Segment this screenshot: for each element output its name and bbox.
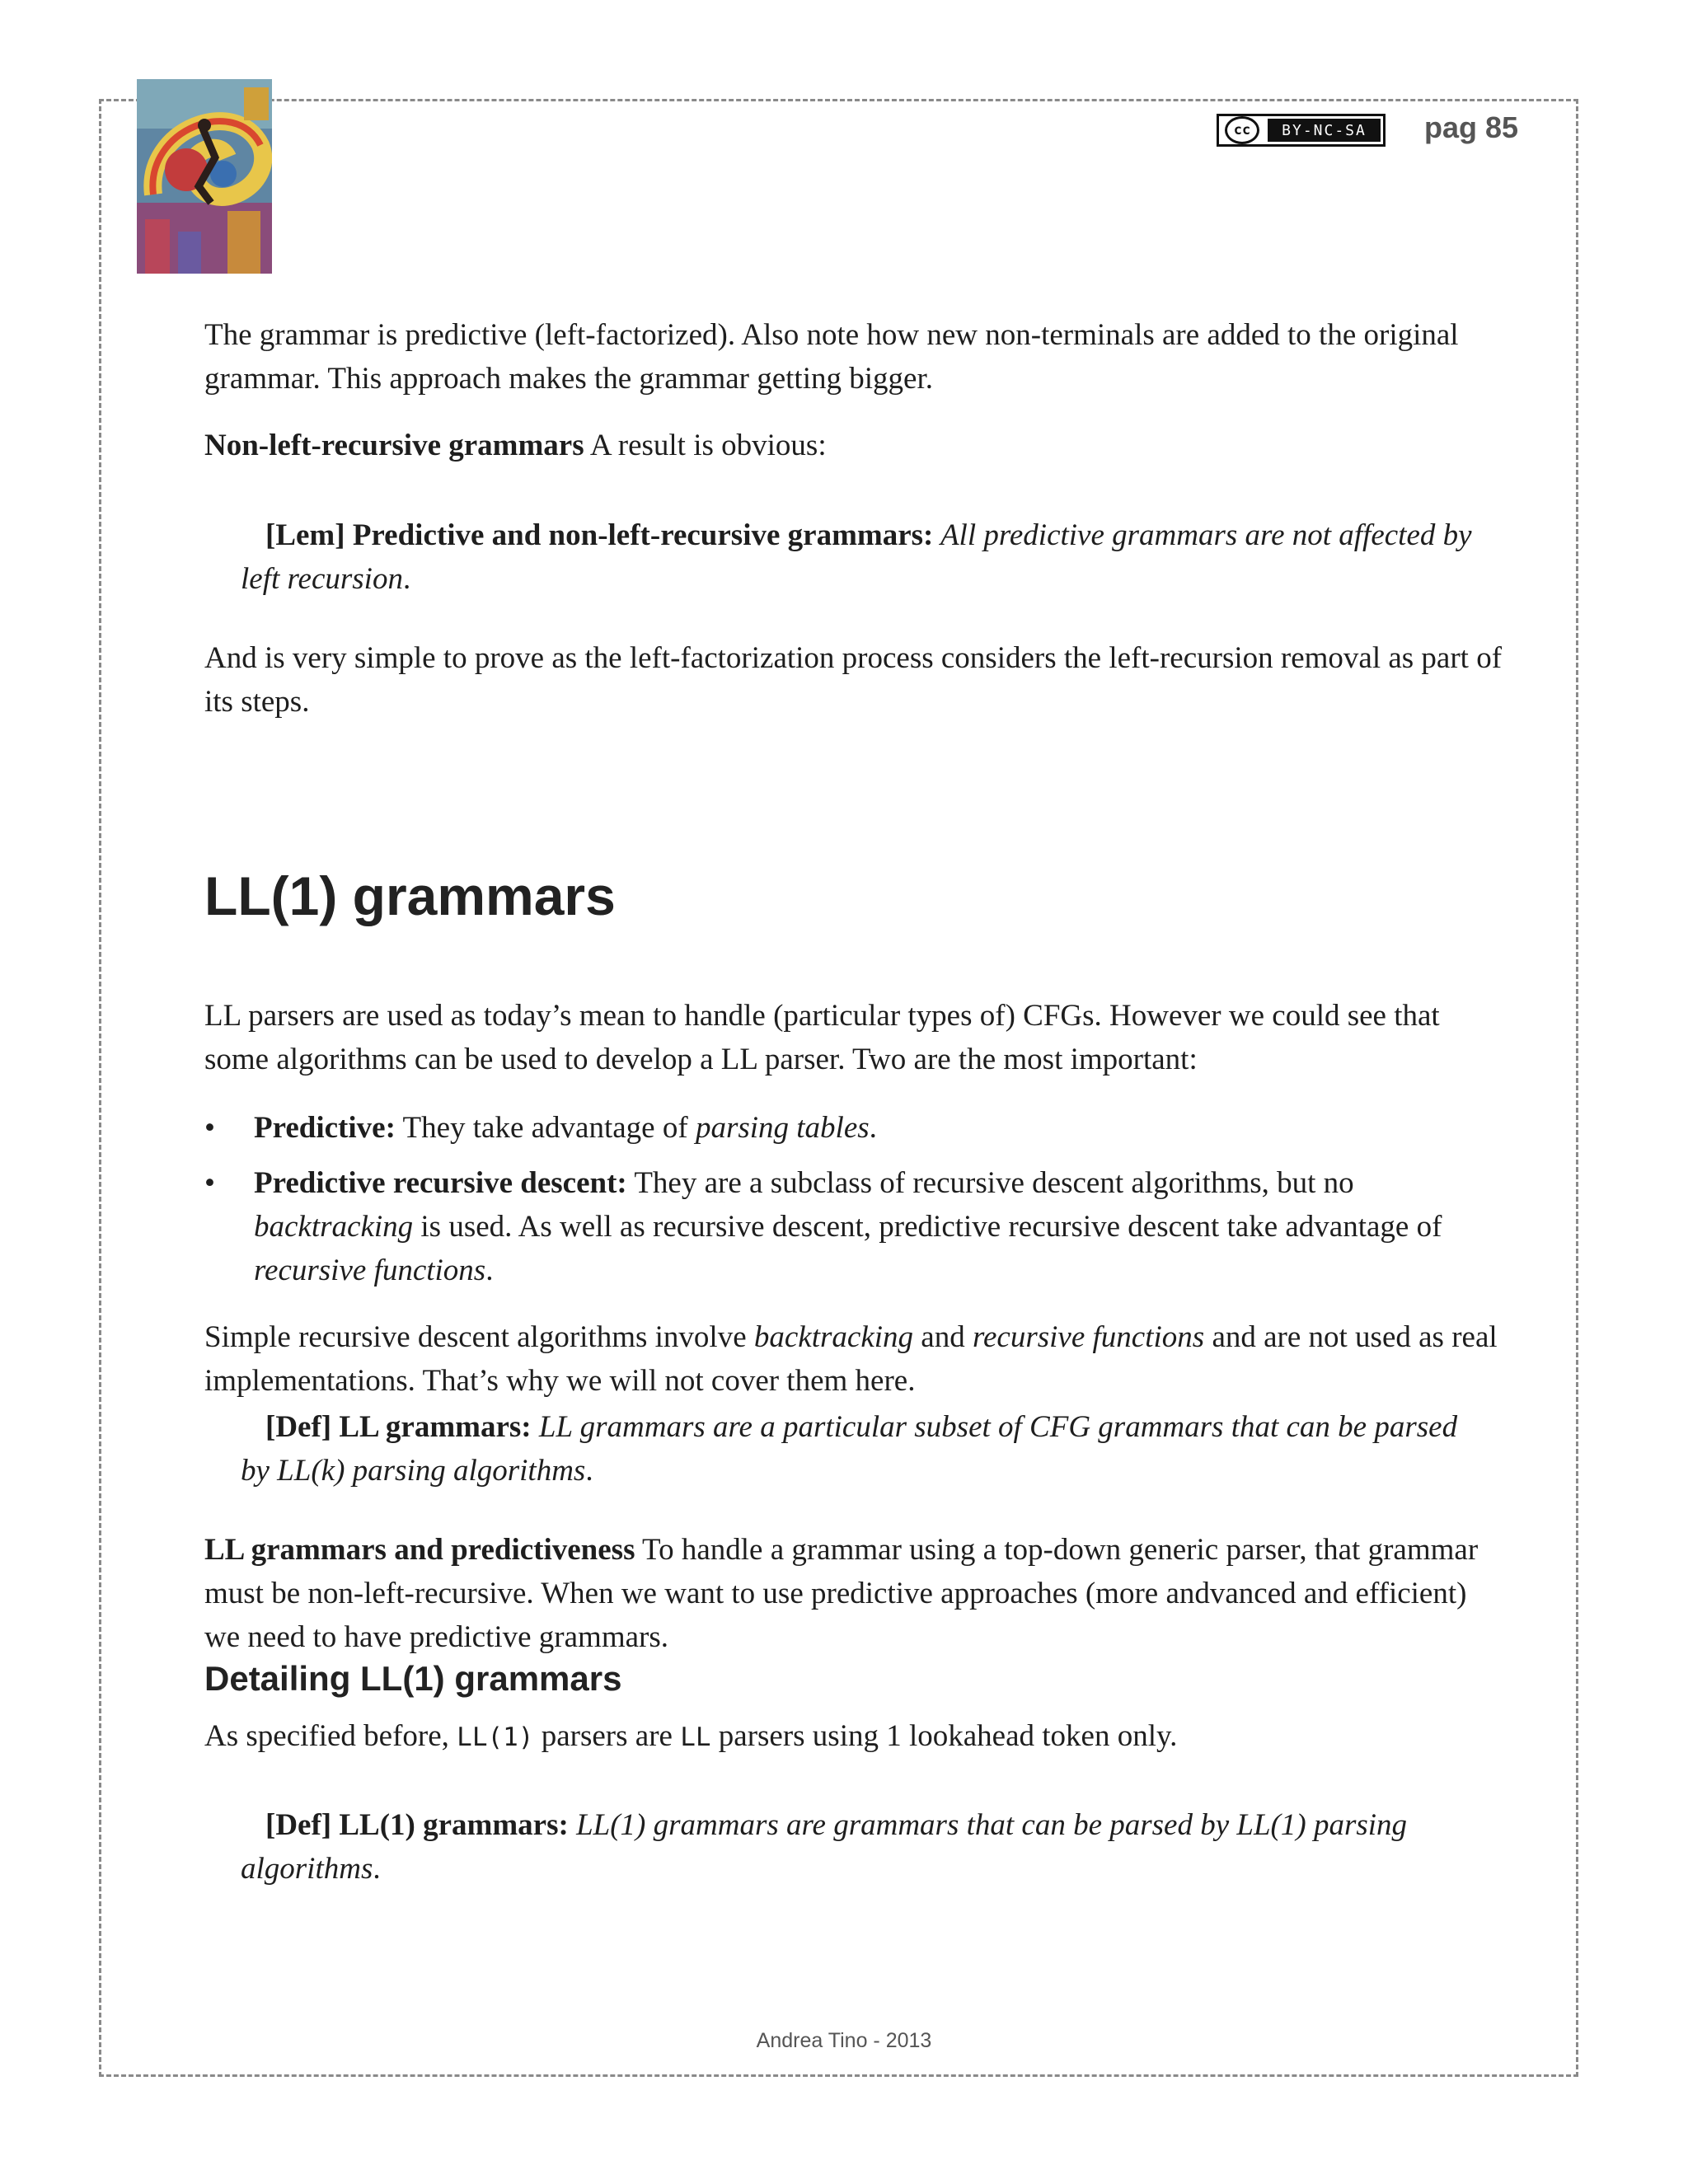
definition-ll1-grammars: [Def] LL(1) grammars: LL(1) grammars are grammars that can be parsed by LL(1) parsing algorithms.: [241, 1808, 1408, 1886]
run-in-heading: Non-left-recursive grammars: [204, 429, 584, 462]
license-badge: [1217, 114, 1386, 147]
license-terms: BY-NC-SA: [1268, 119, 1381, 142]
paragraph-recursive-descent: Simple recursive descent algorithms involve backtracking and recursive functions and are not used as real implementations. That’s why we will not cover them here.: [204, 1320, 1498, 1398]
paragraph-ll-parsers: LL parsers are used as today’s mean to handle (particular types of) CFGs. However we could see that some algorithms can be used to develop a LL parser. Two are the most important:: [204, 999, 1440, 1076]
list-item: • Predictive recursive descent: They are a subclass of recursive descent algorithms, but no backtracking is used. As well as recursive descent, predictive recursive descent take advantage of recursive functions.: [204, 1161, 1507, 1292]
algorithm-list: [204, 1106, 1507, 1304]
definition-ll-grammars: [Def] LL grammars: LL grammars are a particular subset of CFG grammars that can be parsed by LL(k) parsing algorithms.: [241, 1410, 1458, 1488]
list-item: • Predictive: They take advantage of parsing tables.: [204, 1106, 1507, 1150]
painting-image: [137, 79, 272, 274]
page-number: pag 85: [1424, 110, 1519, 144]
cover-painting-thumbnail: [137, 79, 272, 274]
paragraph-predictiveness: LL grammars and predictiveness To handle a grammar using a top-down generic parser, that grammar must be non-left-recursive. When we want to use predictive approaches (more andvanced and efficient) we need to have predictive grammars.: [204, 1533, 1479, 1654]
lemma-block: [Lem] Predictive and non-left-recursive grammars: All predictive grammars are not affected by left recursion.: [241, 518, 1472, 596]
footer-author: Andrea Tino - 2013: [756, 2029, 932, 2052]
subsection-title: Detailing LL(1) grammars: [204, 1659, 622, 1698]
run-in-heading: LL grammars and predictiveness: [204, 1533, 635, 1567]
paragraph-non-left-recursive: Non-left-recursive grammars A result is obvious:: [204, 429, 827, 462]
paragraph-proof: And is very simple to prove as the left-factorization process considers the left-recursion removal as part of its steps.: [204, 641, 1503, 719]
paragraph-intro: The grammar is predictive (left-factorized). Also note how new non-terminals are added to the original grammar. This approach makes the grammar getting bigger.: [204, 318, 1459, 396]
paragraph-ll1-parsers: As specified before, LL(1) parsers are LL parsers using 1 lookahead token only.: [204, 1719, 1178, 1753]
section-title: LL(1) grammars: [204, 865, 616, 926]
cc-icon: cc: [1219, 116, 1265, 144]
